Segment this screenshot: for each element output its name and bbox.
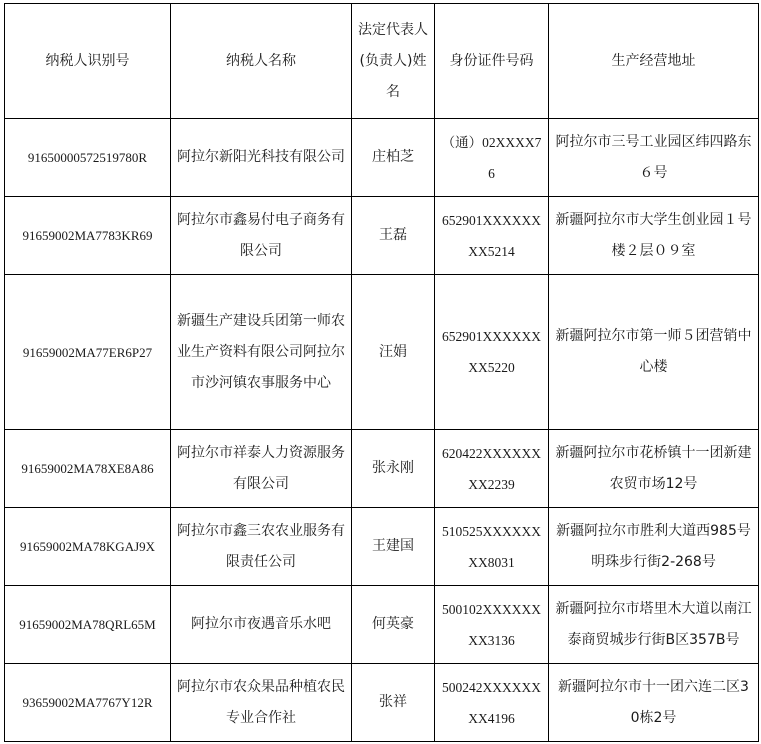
cell-address: 新疆阿拉尔市胜利大道西985号明珠步行街2-268号 — [549, 508, 759, 586]
table-row — [5, 586, 759, 664]
header-taxpayer-name: 纳税人名称 — [171, 4, 352, 119]
table-row — [5, 430, 759, 508]
cell-id-card: 510525XXXXXXXX8031 — [435, 508, 549, 586]
cell-id-card: 500102XXXXXXXX3136 — [435, 586, 549, 664]
cell-taxpayer-name: 阿拉尔市鑫三农农业服务有限责任公司 — [171, 508, 352, 586]
cell-address: 新疆阿拉尔市花桥镇十一团新建农贸市场12号 — [549, 430, 759, 508]
cell-taxpayer-id: 91659002MA78KGAJ9X — [5, 508, 171, 586]
taxpayer-table — [4, 3, 759, 742]
cell-legal-rep: 张永刚 — [352, 430, 435, 508]
cell-legal-rep: 庄柏芝 — [352, 119, 435, 197]
cell-taxpayer-id: 91659002MA7783KR69 — [5, 197, 171, 275]
cell-taxpayer-name: 阿拉尔市祥泰人力资源服务有限公司 — [171, 430, 352, 508]
cell-legal-rep: 汪娟 — [352, 275, 435, 430]
cell-taxpayer-id: 93659002MA7767Y12R — [5, 664, 171, 742]
cell-taxpayer-id: 91650000572519780R — [5, 119, 171, 197]
cell-address: 新疆阿拉尔市大学生创业园１号楼２层０９室 — [549, 197, 759, 275]
cell-legal-rep: 王磊 — [352, 197, 435, 275]
cell-legal-rep: 王建国 — [352, 508, 435, 586]
table-row — [5, 508, 759, 586]
cell-address: 阿拉尔市三号工业园区纬四路东６号 — [549, 119, 759, 197]
cell-id-card: 652901XXXXXXXX5220 — [435, 275, 549, 430]
cell-id-card: 500242XXXXXXXX4196 — [435, 664, 549, 742]
cell-id-card: 620422XXXXXXXX2239 — [435, 430, 549, 508]
cell-taxpayer-name: 阿拉尔市夜遇音乐水吧 — [171, 586, 352, 664]
cell-taxpayer-id: 91659002MA78QRL65M — [5, 586, 171, 664]
cell-taxpayer-id: 91659002MA78XE8A86 — [5, 430, 171, 508]
cell-taxpayer-id: 91659002MA77ER6P27 — [5, 275, 171, 430]
header-address: 生产经营地址 — [549, 4, 759, 119]
cell-address: 新疆阿拉尔市塔里木大道以南江泰商贸城步行街B区357B号 — [549, 586, 759, 664]
header-legal-rep: 法定代表人(负责人)姓名 — [352, 4, 435, 119]
table-row — [5, 275, 759, 430]
cell-legal-rep: 何英豪 — [352, 586, 435, 664]
table-row — [5, 664, 759, 742]
cell-address: 新疆阿拉尔市第一师５团营销中心楼 — [549, 275, 759, 430]
cell-id-card: （通）02XXXX76 — [435, 119, 549, 197]
cell-taxpayer-name: 新疆生产建设兵团第一师农业生产资料有限公司阿拉尔市沙河镇农事服务中心 — [171, 275, 352, 430]
cell-id-card: 652901XXXXXXXX5214 — [435, 197, 549, 275]
cell-taxpayer-name: 阿拉尔市鑫易付电子商务有限公司 — [171, 197, 352, 275]
header-id-card: 身份证件号码 — [435, 4, 549, 119]
header-row — [5, 4, 759, 119]
cell-taxpayer-name: 阿拉尔市农众果品种植农民专业合作社 — [171, 664, 352, 742]
table-row — [5, 119, 759, 197]
cell-legal-rep: 张祥 — [352, 664, 435, 742]
header-taxpayer-id: 纳税人识别号 — [5, 4, 171, 119]
table-row — [5, 197, 759, 275]
cell-address: 新疆阿拉尔市十一团六连二区30栋2号 — [549, 664, 759, 742]
cell-taxpayer-name: 阿拉尔新阳光科技有限公司 — [171, 119, 352, 197]
